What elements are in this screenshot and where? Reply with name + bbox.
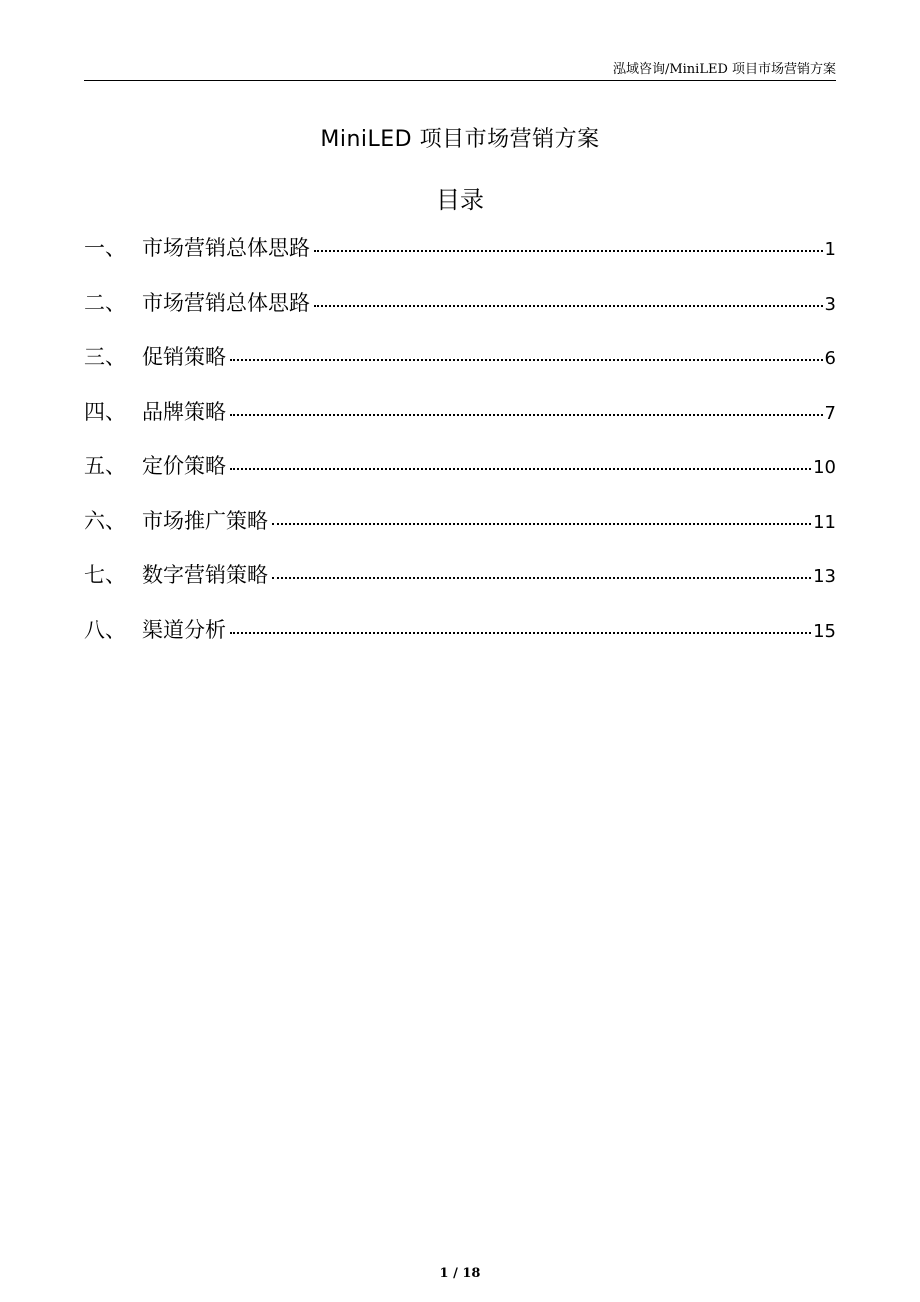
running-header: 泓域咨询/MiniLED 项目市场营销方案 bbox=[612, 62, 836, 77]
toc-entry-number: 五、 bbox=[84, 454, 126, 478]
toc-entry-label: 渠道分析 bbox=[142, 617, 226, 642]
toc-entry-page: 11 bbox=[813, 511, 836, 533]
toc-entry[interactable] bbox=[84, 232, 836, 287]
header-divider bbox=[84, 80, 836, 81]
toc-entry-number: 四、 bbox=[84, 399, 126, 424]
toc-entry[interactable] bbox=[84, 341, 836, 396]
toc-entry[interactable] bbox=[84, 559, 836, 614]
page-number-footer: 1 / 18 bbox=[439, 1266, 481, 1281]
toc-dot-leader bbox=[272, 507, 811, 528]
toc-entry-number: 八、 bbox=[84, 617, 126, 642]
toc-entry-number: 六、 bbox=[84, 508, 126, 533]
toc-heading: 目录 bbox=[436, 186, 484, 214]
toc-dot-leader bbox=[230, 343, 823, 364]
toc-entry-page: 7 bbox=[824, 402, 836, 424]
toc-entry-number: 三、 bbox=[84, 345, 126, 369]
toc-entry-page: 10 bbox=[813, 457, 836, 478]
toc-entry-number: 二、 bbox=[84, 290, 126, 315]
toc-entry-number: 一、 bbox=[84, 236, 126, 260]
document-title: MiniLED 项目市场营销方案 bbox=[320, 127, 600, 152]
toc-entry-label: 市场营销总体思路 bbox=[142, 236, 310, 260]
toc-entry[interactable] bbox=[84, 287, 836, 342]
toc-entry-label: 促销策略 bbox=[142, 345, 226, 369]
toc-entry[interactable] bbox=[84, 614, 836, 669]
toc-dot-leader bbox=[230, 616, 811, 637]
toc-entry-label: 数字营销策略 bbox=[142, 563, 268, 587]
toc-entry-number: 七、 bbox=[84, 563, 126, 587]
toc-entry-page: 13 bbox=[813, 566, 836, 587]
table-of-contents bbox=[84, 232, 836, 668]
toc-entry-label: 市场推广策略 bbox=[142, 508, 268, 533]
toc-entry[interactable] bbox=[84, 396, 836, 451]
toc-entry-page: 1 bbox=[824, 239, 836, 260]
toc-entry-label: 市场营销总体思路 bbox=[142, 290, 310, 315]
toc-entry-label: 品牌策略 bbox=[142, 399, 226, 424]
toc-dot-leader bbox=[272, 561, 811, 582]
toc-entry[interactable] bbox=[84, 505, 836, 560]
toc-dot-leader bbox=[230, 452, 811, 473]
toc-entry[interactable] bbox=[84, 450, 836, 505]
toc-entry-page: 3 bbox=[824, 293, 836, 315]
toc-entry-page: 15 bbox=[813, 620, 836, 642]
toc-entry-page: 6 bbox=[824, 348, 836, 369]
toc-entry-label: 定价策略 bbox=[142, 454, 226, 478]
toc-dot-leader bbox=[314, 289, 823, 310]
toc-dot-leader bbox=[230, 398, 823, 419]
toc-dot-leader bbox=[314, 234, 823, 255]
